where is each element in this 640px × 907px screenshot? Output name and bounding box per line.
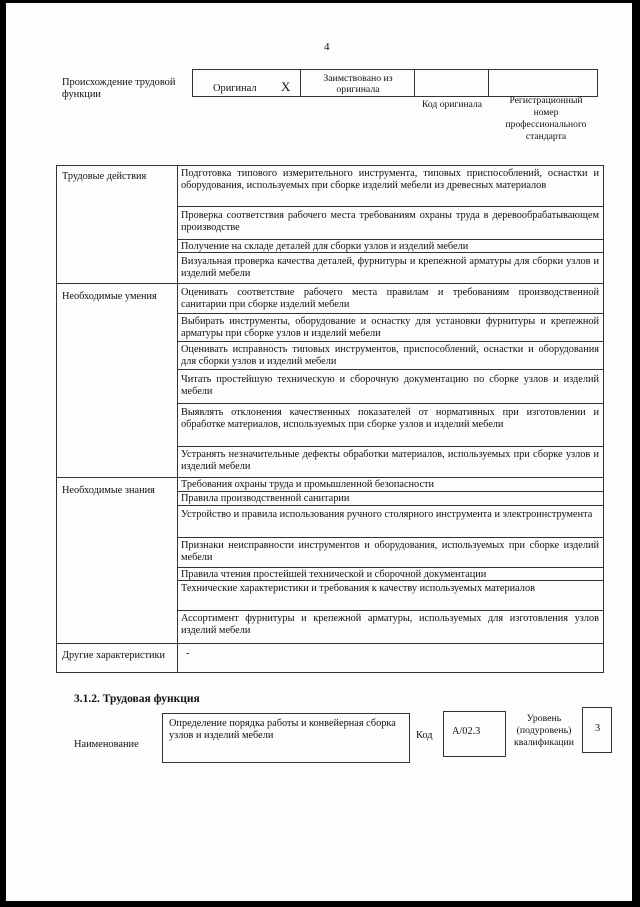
origin-code-caption: Код оригинала bbox=[421, 99, 483, 110]
document-page bbox=[6, 3, 632, 901]
labor-action-item: Подготовка типового измерительного инструмента, типовых приспособлений, оснастки и оборудования, используемых при сборке изделий мебели из древесных материалов bbox=[181, 168, 599, 192]
section-heading: 3.1.2. Трудовая функция bbox=[74, 693, 200, 705]
level-value-box bbox=[582, 707, 612, 753]
page-number: 4 bbox=[324, 41, 330, 53]
skill-item: Устранять незначительные дефекты обработки материалов, используемых при сборке узлов и изделий мебели bbox=[181, 449, 599, 473]
other-value: - bbox=[186, 648, 190, 659]
name-label: Наименование bbox=[74, 739, 139, 750]
level-value: 3 bbox=[595, 723, 601, 734]
skill-item: Читать простейшую техническую и сборочную документацию по сборке узлов и изделий мебели bbox=[181, 374, 599, 398]
skill-item: Оценивать соответствие рабочего места правилам и требованиям производственной санитарии при сборке изделий мебели bbox=[181, 287, 599, 311]
knowledge-item: Технические характеристики и требования к качеству используемых материалов bbox=[181, 583, 535, 594]
labor-action-item: Получение на складе деталей для сборки узлов и изделий мебели bbox=[181, 241, 469, 252]
code-value: A/02.3 bbox=[452, 726, 481, 737]
code-value-box bbox=[443, 711, 506, 757]
knowledge-item: Признаки неисправности инструментов и оборудования, используемых при сборке изделий мебели bbox=[181, 540, 599, 564]
code-label: Код bbox=[416, 730, 433, 741]
knowledge-item: Устройство и правила использования ручного столярного инструмента и электроинструмента bbox=[181, 509, 593, 520]
labor-actions-label: Трудовые действия bbox=[62, 171, 147, 182]
knowledge-item: Ассортимент фурнитуры и крепежной арматуры, используемых для изготовления узлов изделий мебели bbox=[181, 613, 599, 637]
origin-label: Происхождение трудовой функции bbox=[62, 77, 176, 100]
knowledge-label: Необходимые знания bbox=[62, 485, 155, 496]
skill-item: Выявлять отклонения качественных показателей от нормативных при изготовлении и обработке материалов, используемых при сборке узлов и изделий мебели bbox=[181, 407, 599, 431]
knowledge-item: Правила чтения простейшей технической и сборочной документации bbox=[181, 569, 487, 580]
other-label: Другие характеристики bbox=[62, 650, 166, 661]
origin-original: Оригинал bbox=[213, 83, 257, 94]
skill-item: Оценивать исправность типовых инструментов, приспособлений, оснастки и оборудования для сборки узлов и изделий мебели bbox=[181, 344, 599, 368]
origin-borrowed: Заимствовано из оригинала bbox=[323, 73, 393, 95]
name-value-box bbox=[162, 713, 410, 763]
knowledge-item: Правила производственной санитарии bbox=[181, 493, 350, 504]
name-value: Определение порядка работы и конвейерная сборка узлов и изделий мебели bbox=[169, 718, 396, 742]
origin-reg-caption: Регистрационный номер профессионального стандарта bbox=[505, 95, 587, 142]
skill-item: Выбирать инструменты, оборудование и оснастку для установки фурнитуры и крепежной арматуры при сборке узлов и изделий мебели bbox=[181, 316, 599, 340]
labor-action-item: Визуальная проверка качества деталей, фурнитуры и крепежной арматуры для сборки узлов и изделий мебели bbox=[181, 256, 599, 280]
skills-label: Необходимые умения bbox=[62, 291, 157, 302]
level-label: Уровень (подуровень) квалификации bbox=[513, 713, 575, 748]
origin-mark: X bbox=[281, 79, 291, 94]
labor-action-item: Проверка соответствия рабочего места требованиям охраны труда в деревообрабатывающем производстве bbox=[181, 210, 599, 234]
knowledge-item: Требования охраны труда и промышленной безопасности bbox=[181, 479, 435, 490]
